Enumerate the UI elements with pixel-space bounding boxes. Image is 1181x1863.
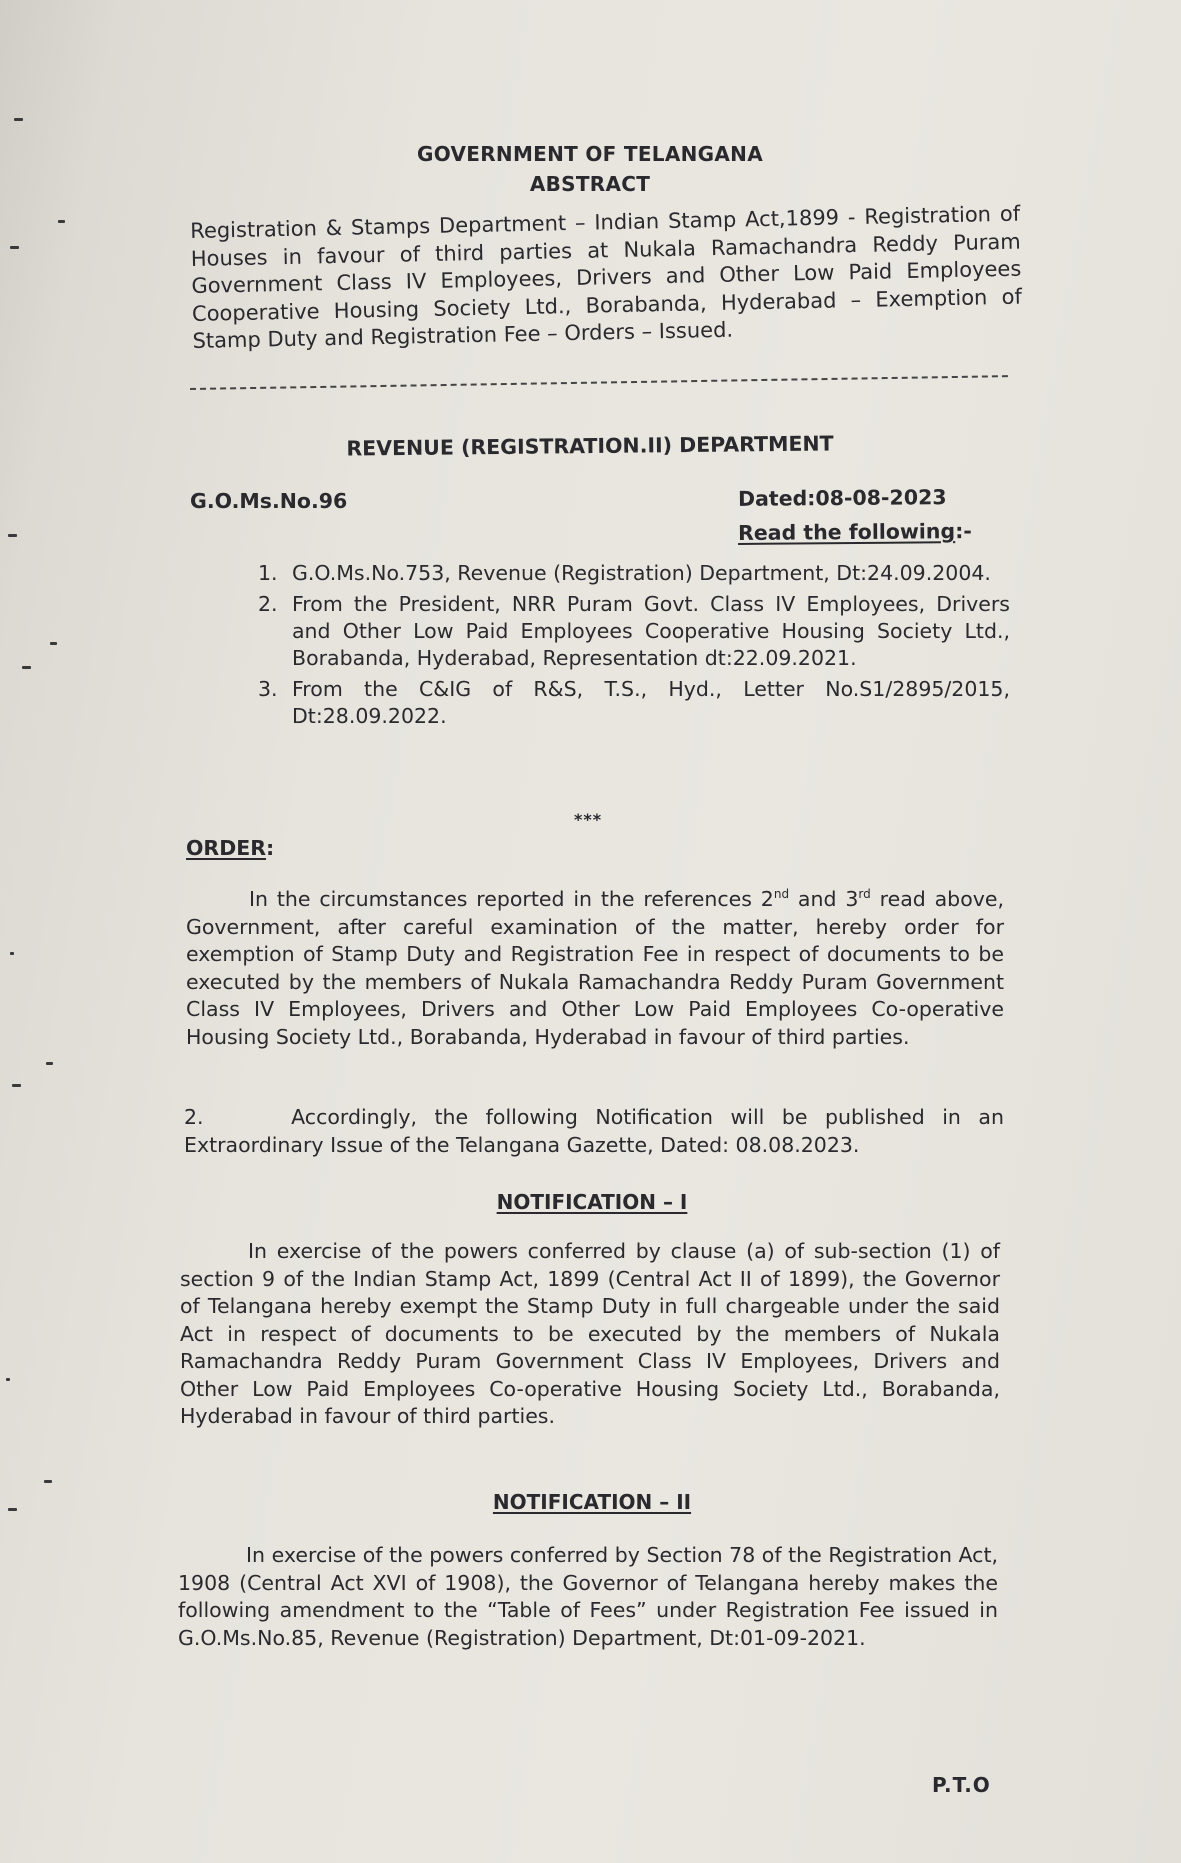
order-label-text: ORDER	[186, 836, 267, 860]
reference-text: From the C&IG of R&S, T.S., Hyd., Letter No.S1/2895/2015, Dt:28.09.2022.	[292, 677, 1010, 728]
government-heading: GOVERNMENT OF TELANGANA	[417, 142, 763, 166]
order-sup-rd: rd	[858, 887, 871, 902]
notification-2-title	[180, 1490, 1004, 1514]
dated: Dated:08-08-2023	[737, 485, 947, 511]
margin-mark	[50, 642, 57, 645]
margin-mark	[10, 952, 14, 955]
margin-mark	[14, 118, 23, 121]
order-paragraph-2: 2. Accordingly, the following Notification will be published in an Extraordinary Issue of the Telangana Gazette, Dated: 08.08.2023.	[184, 1105, 1011, 1157]
reference-text: G.O.Ms.No.753, Revenue (Registration) Department, Dt:24.09.2004.	[292, 561, 991, 585]
pto-label: P.T.O	[932, 1773, 991, 1797]
notification-1-text: In exercise of the powers conferred by clause (a) of sub-section (1) of section 9 of the Indian Stamp Act, 1899 (Central Act II of 1899), the Governor of Telangana hereby exempt the Stamp Duty in full chargeable under the said Act in respect of documents to be executed by the members of Nukala Ramachandra Reddy Puram Government Class IV Employees, Drivers and Other Low Paid Employees Co-operative Housing Society Ltd., Borabanda, Hyderabad in favour of third parties.	[180, 1239, 1000, 1428]
margin-mark	[10, 246, 19, 249]
notification-2-title-text: NOTIFICATION – II	[492, 1490, 692, 1514]
margin-mark	[6, 1378, 10, 1381]
references-list	[258, 560, 1010, 734]
order-text-rest: read above, Government, after careful examination of the matter, hereby order for exemption of Stamp Duty and Registration Fee in respect of documents to be executed by the members of Nukala Ramachandra Reddy Puram Government Class IV Employees, Drivers and Other Low Paid Employees Co-operative Housing Society Ltd., Borabanda, Hyderabad in favour of third parties.	[186, 887, 1004, 1049]
order-text-and: and 3	[789, 887, 859, 911]
separator-stars: ***	[574, 810, 603, 829]
reference-number: 2.	[258, 592, 278, 616]
abstract-text: Registration & Stamps Department – Indian Stamp Act,1899 - Registration of Houses in favour of third parties at Nukala Ramachandra Reddy Puram Government Class IV Employees, Drivers and Other Low Paid Employees Cooperative Housing Society Ltd., Borabanda, Hyderabad – Exemption of Stamp Duty and Registration Fee – Orders – Issued.	[190, 201, 1023, 353]
notification-1-title-text: NOTIFICATION – I	[496, 1190, 688, 1214]
reference-item	[258, 591, 1010, 672]
margin-mark	[58, 220, 65, 223]
margin-mark	[12, 1084, 21, 1087]
read-the-following-label: Read the following	[737, 519, 956, 546]
margin-mark	[44, 1480, 52, 1483]
dashed-divider	[190, 375, 1008, 390]
read-the-following	[738, 519, 972, 545]
order-text-start: In the circumstances reported in the references 2	[249, 887, 774, 911]
reference-number: 3.	[258, 677, 278, 701]
margin-mark	[46, 1062, 53, 1065]
order-sup-nd: nd	[773, 887, 790, 902]
order-label-suffix: :	[266, 836, 275, 860]
notification-2-text: In exercise of the powers conferred by Section 78 of the Registration Act, 1908 (Central Act XVI of 1908), the Governor of Telangana hereby makes the following amendment to the “Table of Fees” under Registration Fee issued in G.O.Ms.No.85, Revenue (Registration) Department, Dt:01-09-2021.	[178, 1543, 998, 1650]
reference-number: 1.	[258, 561, 278, 585]
department-heading: REVENUE (REGISTRATION.II) DEPARTMENT	[346, 431, 834, 461]
margin-mark	[8, 1508, 17, 1511]
margin-mark	[22, 666, 31, 669]
go-number: G.O.Ms.No.96	[190, 489, 348, 513]
reference-item	[258, 676, 1010, 730]
notification-1-title	[180, 1190, 1004, 1214]
reference-text: From the President, NRR Puram Govt. Class IV Employees, Drivers and Other Low Paid Employees Cooperative Housing Society Ltd., Borabanda, Hyderabad, Representation dt:22.09.2021.	[292, 592, 1010, 670]
abstract-heading: ABSTRACT	[529, 172, 651, 196]
order-paragraph	[186, 886, 1004, 1051]
margin-mark	[8, 534, 17, 537]
reference-item	[258, 560, 1010, 587]
order-label	[186, 836, 274, 860]
read-the-following-suffix: :-	[955, 518, 972, 544]
